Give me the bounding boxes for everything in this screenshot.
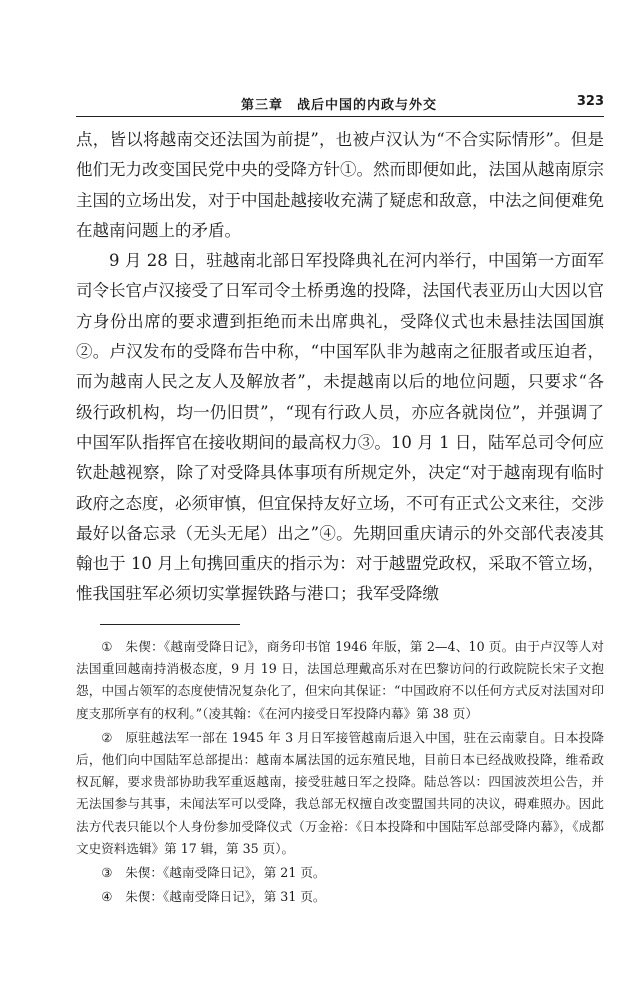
running-header [76,94,604,117]
footnote-divider [100,624,240,625]
main-text [76,125,604,610]
footnote-text: 朱偰：《越南受降日记》，第 21 页。 [125,865,326,881]
footnotes [76,636,604,910]
footnote [76,727,604,860]
footnote-marker: ② [101,729,113,745]
footnote-text: 原驻越法军一部在 1945 年 3 月日军接管越南后退入中国，驻在云南蒙自。日本投降后，他们向中国陆军总部提出：越南本属法国的远东殖民地，目前日本已经战败投降，维希政权瓦解，要求贵部协助我军重返越南，接受驻越日军之投降。陆总答以：四国波茨坦公告，并无法国参与其事，未闻法军可以受降，我总部无权擅自改变盟国共同的决议，碍难照办。因此法方代表只能以个人身份参加受降仪式（万金裕：《日本投降和中国陆军总部受降内幕》，《成都文史资料选辑》第 17 辑，第 35 页）。 [76,729,604,856]
footnote-marker: ④ [101,889,113,905]
footnote-marker: ① [101,639,113,654]
paragraph: 9 月 28 日，驻越南北部日军投降典礼在河内举行，中国第一方面军司令长官卢汉接受了日军司令土桥勇逸的投降，法国代表亚历山大因以官方身份出席的要求遭到拒绝而未出席典礼，受降仪式也未悬挂法国国旗②。卢汉发布的受降布告中称，“中国军队非为越南之征服者或压迫者，而为越南人民之友人及解放者”，未提越南以后的地位问题，只要求“各级行政机构，均一仍旧贯”，“现有行政人员，亦应各就岗位”，并强调了中国军队指挥官在接收期间的最高权力③。10 月 1 日，陆军总司令何应钦赴越视察，除了对受降具体事项有所规定外，决定“对于越南现有临时政府之态度，必须审慎，但宜保持友好立场，不可有正式公文来往，交涉最好以备忘录（无头无尾）出之”④。先期回重庆请示的外交部代表凌其翰也于 10 月上旬携回重庆的指示为：对于越盟党政权，采取不管立场，惟我国驻军必须切实掌握铁路与港口；我军受降缴 [76,251,604,604]
footnote-marker: ③ [101,865,113,881]
footnote [76,636,604,725]
footnote [76,886,604,908]
chapter-title: 第三章 战后中国的内政与外交 [241,98,438,113]
page-number: 323 [576,94,604,109]
paragraph: 点，皆以将越南交还法国为前提”，也被卢汉认为“不合实际情形”。但是他们无力改变国民党中央的受降方针①。然而即便如此，法国从越南原宗主国的立场出发，对于中国赴越接收充满了疑虑和敌意，中法之间便难免在越南问题上的矛盾。 [76,130,604,240]
footnote-text: 朱偰：《越南受降日记》，商务印书馆 1946 年版，第 2—4、10 页。由于卢汉等人对法国重回越南持消极态度，9 月 19 日，法国总理戴高乐对在巴黎访问的行政院院长宋子文抱怨，中国占领军的态度使情况复杂化了，但宋向其保证：“中国政府不以任何方式反对法国对印度支那所享有的权利。”（凌其翰：《在河内接受日军投降内幕》第 38 页） [76,639,604,721]
footnote [76,862,604,884]
footnote-text: 朱偰：《越南受降日记》，第 31 页。 [125,889,326,905]
